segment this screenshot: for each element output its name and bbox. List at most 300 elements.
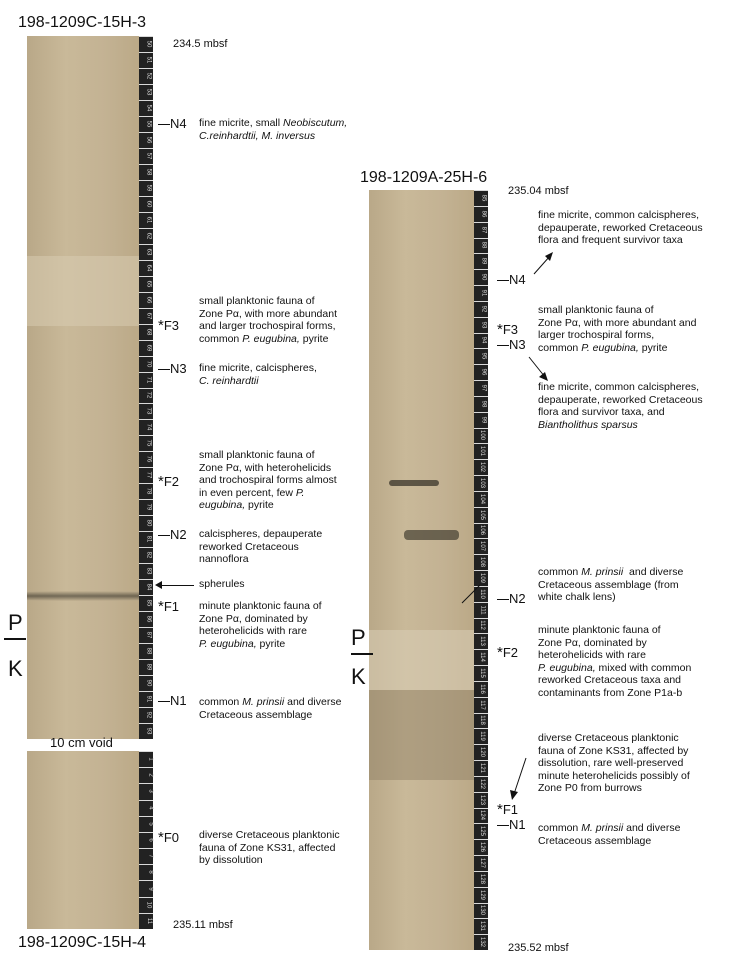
left-note-spherules: spherules <box>199 578 245 590</box>
taxon-name: P. <box>295 486 305 499</box>
note-line: flora and frequent survivor taxa <box>538 234 683 247</box>
left-sample-n1 <box>158 693 187 708</box>
sample-marker-label: N4 <box>170 116 187 131</box>
ruler-number: 127 <box>478 857 485 868</box>
ruler-number: 97 <box>480 384 487 392</box>
ruler-number: 125 <box>478 826 485 837</box>
note-line: Cretaceous assemblage <box>199 708 313 721</box>
left-sample-n2 <box>158 527 187 542</box>
ruler-number: 100 <box>478 430 485 441</box>
ruler-number: 104 <box>478 493 485 504</box>
ruler-tick <box>474 301 488 302</box>
marker-tick <box>158 369 170 370</box>
ruler-number: 96 <box>480 368 487 376</box>
right-sample-n3 <box>497 337 526 352</box>
left-core-bottom-depth-ruler <box>139 751 153 929</box>
ruler-tick <box>139 579 153 580</box>
ruler-tick <box>139 880 153 881</box>
ruler-number: 92 <box>145 711 152 719</box>
right-core-depth-ruler <box>474 190 488 950</box>
note-line <box>199 375 317 388</box>
ruler-tick <box>139 132 153 133</box>
ruler-number: 85 <box>480 194 487 202</box>
sample-marker-label: N2 <box>509 591 526 606</box>
ruler-tick <box>139 324 153 325</box>
ruler-tick <box>474 934 488 935</box>
left-sample-n3 <box>158 361 187 376</box>
ruler-tick <box>139 340 153 341</box>
right-boundary-p-label: P <box>351 625 366 650</box>
ruler-number: 113 <box>479 636 486 647</box>
note-line: minute heterohelicids possibly of <box>538 769 690 782</box>
note-line: Zone Pα, with more abundant and <box>538 316 697 329</box>
ruler-tick <box>474 618 488 619</box>
ruler-number: 132 <box>478 937 485 948</box>
sample-marker-label: N1 <box>170 693 187 708</box>
ruler-tick <box>474 412 488 413</box>
left-boundary-k-label: K <box>8 656 23 681</box>
note-line: and larger trochospiral forms, <box>199 320 336 333</box>
ruler-number: 11 <box>145 917 152 925</box>
ruler-tick <box>139 419 153 420</box>
ruler-tick <box>139 643 153 644</box>
star-icon: * <box>497 801 503 818</box>
ruler-tick <box>139 659 153 660</box>
ruler-number: 111 <box>479 605 486 615</box>
ruler-number: 59 <box>145 184 152 192</box>
ruler-number: 131 <box>478 921 485 932</box>
burrow-dark-streak <box>404 530 459 540</box>
ruler-tick <box>139 276 153 277</box>
taxon-name: M. prinsii <box>242 696 285 708</box>
ruler-number: 52 <box>145 72 152 80</box>
marker-tick <box>497 825 509 826</box>
ruler-number: 81 <box>145 535 152 543</box>
ruler-tick <box>474 855 488 856</box>
ruler-tick <box>474 443 488 444</box>
sample-marker-label: F1 <box>163 599 180 614</box>
ruler-tick <box>474 697 488 698</box>
ruler-number: 130 <box>478 905 485 916</box>
marker-tick <box>158 124 170 125</box>
ruler-tick <box>474 364 488 365</box>
ruler-tick <box>139 388 153 389</box>
note-line: calcispheres, depauperate <box>199 528 323 540</box>
left-sample-n4 <box>158 116 187 131</box>
right-boundary-line <box>351 653 373 655</box>
taxon-name: M. prinsii <box>581 822 624 834</box>
taxon-name: P. eugubina, <box>538 661 596 674</box>
ruler-number: 85 <box>145 599 152 607</box>
ruler-number: 79 <box>145 503 152 511</box>
ruler-tick <box>474 333 488 334</box>
right-sample-f1 <box>497 801 518 818</box>
ruler-tick <box>139 595 153 596</box>
note-line: contaminants from Zone P1a-b <box>538 686 683 699</box>
taxon-name: C.reinhardtii, M. inversus <box>199 129 316 142</box>
ruler-tick <box>139 292 153 293</box>
star-icon: * <box>497 644 503 661</box>
ruler-number: 103 <box>478 477 485 488</box>
ruler-number: 109 <box>478 572 485 583</box>
star-icon: * <box>158 598 164 615</box>
ruler-tick <box>474 808 488 809</box>
note-line <box>538 419 703 432</box>
ruler-tick <box>474 523 488 524</box>
note-line: common M. prinsii and diverse <box>538 822 681 834</box>
ruler-tick <box>474 681 488 682</box>
left-note-f1 <box>199 600 322 650</box>
white-chalk-lens <box>369 630 474 690</box>
ruler-number: 123 <box>478 794 485 805</box>
arrow-left-icon <box>155 581 162 589</box>
ruler-number: 88 <box>480 242 487 249</box>
ruler-tick <box>474 554 488 555</box>
ruler-number: 87 <box>480 226 487 233</box>
left-boundary-p-label: P <box>8 610 23 635</box>
ruler-number: 9 <box>147 886 154 891</box>
ruler-tick <box>139 816 153 817</box>
taxon-name: Neobiscutum, <box>283 117 348 129</box>
note-line: diverse Cretaceous planktonic <box>538 732 679 744</box>
note-line: dissolution, rare well-preserved <box>538 757 684 770</box>
note-line: minute planktonic fauna of <box>199 600 322 612</box>
ruler-number: 95 <box>480 352 487 360</box>
ruler-number: 80 <box>145 519 152 527</box>
star-icon: * <box>158 473 164 490</box>
ruler-number: 6 <box>147 838 154 842</box>
left-sample-f1 <box>158 598 179 615</box>
left-sample-f3 <box>158 317 179 334</box>
note-line: P. eugubina, mixed with common <box>538 661 692 674</box>
ruler-number: 4 <box>147 805 154 810</box>
right-core-top-depth: 235.04 mbsf <box>508 185 569 197</box>
ruler-tick <box>474 744 488 745</box>
ruler-tick <box>139 180 153 181</box>
arrow-down-right-icon <box>527 355 551 383</box>
note-line: small planktonic fauna of <box>199 295 315 307</box>
ruler-tick <box>474 428 488 429</box>
ruler-tick <box>139 547 153 548</box>
sample-marker-label: F2 <box>163 474 180 489</box>
ruler-number: 107 <box>478 541 485 552</box>
note-line: fine micrite, small Neobiscutum, <box>199 117 348 129</box>
ruler-number: 65 <box>145 280 152 287</box>
ruler-tick <box>139 228 153 229</box>
arrow-down-left-icon <box>456 583 482 609</box>
note-line: reworked Cretaceous taxa and <box>538 674 681 687</box>
ruler-number: 90 <box>480 273 487 281</box>
ruler-tick <box>474 475 488 476</box>
note-line: and trochospiral forms almost <box>199 474 337 487</box>
ruler-tick <box>474 222 488 223</box>
ruler-number: 91 <box>480 289 487 297</box>
right-note-f3 <box>538 304 696 354</box>
ruler-tick <box>474 728 488 729</box>
ruler-tick <box>139 148 153 149</box>
ruler-number: 102 <box>478 462 485 473</box>
ruler-tick <box>139 483 153 484</box>
note-line: fine micrite, common calcispheres, <box>538 381 700 393</box>
ruler-number: 115 <box>479 668 486 678</box>
note-line: Zone P0 from burrows <box>538 782 642 795</box>
ruler-tick <box>474 776 488 777</box>
ruler-number: 55 <box>145 120 152 128</box>
ruler-number: 91 <box>145 695 152 703</box>
sample-marker-label: N1 <box>509 817 526 832</box>
ruler-number: 89 <box>480 257 487 265</box>
marker-tick <box>497 345 509 346</box>
note-line: heterohelicids with rare <box>538 649 646 662</box>
ruler-number: 93 <box>145 727 152 735</box>
right-core-section-image <box>369 190 474 950</box>
ruler-number: 74 <box>145 424 152 431</box>
ruler-tick <box>139 451 153 452</box>
ruler-number: 129 <box>478 889 485 900</box>
ruler-tick <box>474 713 488 714</box>
ruler-tick <box>139 164 153 165</box>
ruler-number: 3 <box>147 789 154 794</box>
ruler-number: 10 <box>145 901 152 909</box>
left-note-f2 <box>199 449 337 512</box>
ruler-tick <box>139 260 153 261</box>
ruler-number: 69 <box>145 344 152 351</box>
ruler-number: 126 <box>478 842 485 853</box>
ruler-tick <box>139 356 153 357</box>
ruler-number: 86 <box>480 210 487 218</box>
ruler-number: 122 <box>478 778 485 789</box>
ruler-number: 117 <box>479 699 486 710</box>
note-line: Zone Pα, dominated by <box>538 636 647 649</box>
ruler-number: 57 <box>145 152 152 160</box>
left-note-n4 <box>199 117 347 142</box>
ruler-number: 98 <box>480 400 487 408</box>
ruler-number: 72 <box>145 392 152 399</box>
ruler-number: 75 <box>145 440 152 447</box>
note-line: eugubina, pyrite <box>199 499 274 512</box>
right-note-f1 <box>538 732 690 795</box>
ruler-tick <box>474 317 488 318</box>
note-line: fauna of Zone KS31, affected <box>199 841 336 854</box>
ruler-tick <box>139 84 153 85</box>
right-note-n3 <box>538 381 703 431</box>
ruler-tick <box>474 238 488 239</box>
star-icon: * <box>158 829 164 846</box>
ruler-number: 63 <box>145 248 152 256</box>
ruler-number: 84 <box>145 583 152 591</box>
note-line: Cretaceous assemblage <box>538 834 652 847</box>
note-line: depauperate, reworked Cretaceous <box>538 393 703 406</box>
spherules-arrow-line <box>158 585 194 586</box>
ruler-tick <box>474 206 488 207</box>
ruler-number: 7 <box>147 854 154 858</box>
ruler-number: 53 <box>145 88 152 96</box>
sample-marker-label: F3 <box>163 318 180 333</box>
star-icon: * <box>497 321 503 338</box>
right-sample-f3 <box>497 321 518 338</box>
note-line: fauna of Zone KS31, affected by <box>538 744 689 757</box>
note-line: common M. prinsii and diverse <box>199 696 342 708</box>
ruler-tick <box>474 903 488 904</box>
ruler-tick <box>139 244 153 245</box>
ruler-tick <box>139 308 153 309</box>
ruler-tick <box>474 285 488 286</box>
ruler-number: 88 <box>145 647 152 655</box>
arrow-down-left-icon <box>508 756 530 802</box>
ruler-number: 8 <box>147 870 154 875</box>
ruler-number: 83 <box>145 567 152 575</box>
ruler-tick <box>139 897 153 898</box>
note-line: Zone Pα, with more abundant <box>199 307 337 320</box>
ruler-number: 101 <box>478 446 485 457</box>
right-note-f2 <box>538 624 691 700</box>
note-line: by dissolution <box>199 854 263 867</box>
ruler-tick <box>474 760 488 761</box>
ruler-tick <box>474 918 488 919</box>
left-boundary-line <box>4 638 26 640</box>
left-core-section-3-image <box>27 36 139 739</box>
left-note-n3 <box>199 362 317 387</box>
ruler-number: 92 <box>480 305 487 313</box>
note-line: minute planktonic fauna of <box>538 624 661 636</box>
left-note-n1 <box>199 696 341 721</box>
note-line: common M. prinsii and diverse <box>538 566 684 578</box>
ruler-number: 94 <box>480 337 487 344</box>
boundary-layer-dark-band <box>27 591 139 601</box>
ruler-number: 89 <box>145 663 152 671</box>
note-line: fine micrite, calcispheres, <box>199 362 317 374</box>
ruler-number: 105 <box>478 509 485 520</box>
ruler-tick <box>139 767 153 768</box>
void-label: 10 cm void <box>50 735 113 750</box>
ruler-number: 76 <box>145 456 152 463</box>
ruler-number: 124 <box>478 810 485 821</box>
ruler-number: 106 <box>478 525 485 536</box>
star-icon: * <box>158 317 164 334</box>
ruler-number: 66 <box>145 296 152 303</box>
taxon-name: P. eugubina, <box>242 332 300 345</box>
note-line: nannoflora <box>199 553 249 566</box>
ruler-tick <box>139 52 153 53</box>
taxon-name: M. prinsii <box>581 566 624 578</box>
ruler-tick <box>139 196 153 197</box>
right-note-n2 <box>538 566 683 604</box>
ruler-tick <box>139 691 153 692</box>
dark-boundary-clay <box>369 690 474 780</box>
note-line: Zone Pα, with heterohelicids <box>199 461 332 474</box>
ruler-tick <box>139 707 153 708</box>
ruler-tick <box>139 832 153 833</box>
ruler-number: 60 <box>145 200 152 208</box>
ruler-number: 110 <box>479 588 486 599</box>
ruler-tick <box>139 913 153 914</box>
ruler-number: 2 <box>147 773 154 777</box>
ruler-number: 56 <box>145 136 152 144</box>
taxon-name: eugubina, <box>199 499 246 512</box>
ruler-number: 64 <box>145 264 152 271</box>
ruler-tick <box>139 800 153 801</box>
ruler-tick <box>474 459 488 460</box>
note-line: larger trochospiral forms, <box>538 329 655 342</box>
arrow-up-right-icon <box>532 250 556 276</box>
left-core-bottom-depth: 235.11 mbsf <box>173 919 233 931</box>
light-micrite-zone <box>27 256 139 326</box>
right-note-n1 <box>538 822 680 847</box>
note-line: flora and survivor taxa, and <box>538 406 665 419</box>
ruler-number: 108 <box>478 557 485 568</box>
ruler-number: 62 <box>145 232 152 240</box>
ruler-number: 90 <box>145 679 152 687</box>
ruler-number: 114 <box>479 652 486 662</box>
ruler-tick <box>139 563 153 564</box>
ruler-number: 54 <box>145 104 152 112</box>
ruler-number: 82 <box>145 551 152 559</box>
right-sample-n1 <box>497 817 526 832</box>
note-line: common P. eugubina, pyrite <box>538 341 668 354</box>
taxon-name: P. eugubina, <box>199 637 257 650</box>
ruler-number: 70 <box>145 360 152 367</box>
ruler-number: 5 <box>147 822 154 826</box>
left-core-top-depth: 234.5 mbsf <box>173 38 228 50</box>
ruler-tick <box>474 665 488 666</box>
ruler-number: 112 <box>479 620 486 631</box>
note-line: white chalk lens) <box>538 591 616 604</box>
ruler-tick <box>474 649 488 650</box>
ruler-number: 119 <box>479 731 486 742</box>
note-line: Zone Pα, dominated by <box>199 612 308 625</box>
ruler-tick <box>139 36 153 37</box>
ruler-tick <box>139 751 153 752</box>
sample-marker-label: F0 <box>163 830 180 845</box>
note-line: small planktonic fauna of <box>199 449 315 461</box>
ruler-number: 128 <box>478 873 485 884</box>
sample-marker-label: F3 <box>502 322 519 337</box>
right-sample-f2 <box>497 644 518 661</box>
left-core-title: 198-1209C-15H-3 <box>18 14 147 31</box>
note-line <box>199 130 347 143</box>
ruler-tick <box>139 499 153 500</box>
left-note-f3 <box>199 295 337 345</box>
ruler-tick <box>474 190 488 191</box>
ruler-tick <box>139 68 153 69</box>
ruler-tick <box>139 783 153 784</box>
ruler-tick <box>474 633 488 634</box>
ruler-tick <box>474 792 488 793</box>
ruler-number: 118 <box>479 715 486 726</box>
note-line: Cretaceous assemblage (from <box>538 578 679 591</box>
ruler-tick <box>139 611 153 612</box>
sample-marker-label: N3 <box>170 361 187 376</box>
note-line: diverse Cretaceous planktonic <box>199 829 340 841</box>
ruler-tick <box>139 403 153 404</box>
marker-tick <box>158 701 170 702</box>
ruler-tick <box>474 839 488 840</box>
sample-marker-label: F1 <box>502 802 519 817</box>
ruler-number: 68 <box>145 328 152 335</box>
note-line: heterohelicids with rare <box>199 625 307 638</box>
ruler-tick <box>474 348 488 349</box>
left-core-bottom-title: 198-1209C-15H-4 <box>18 934 147 951</box>
ruler-number: 121 <box>478 762 485 773</box>
note-line: P. eugubina, pyrite <box>199 637 286 650</box>
ruler-number: 58 <box>145 168 152 176</box>
ruler-tick <box>139 848 153 849</box>
ruler-tick <box>474 570 488 571</box>
right-sample-n2 <box>497 591 526 606</box>
right-core-title: 198-1209A-25H-6 <box>360 169 488 186</box>
ruler-tick <box>139 100 153 101</box>
right-note-n4 <box>538 209 703 247</box>
